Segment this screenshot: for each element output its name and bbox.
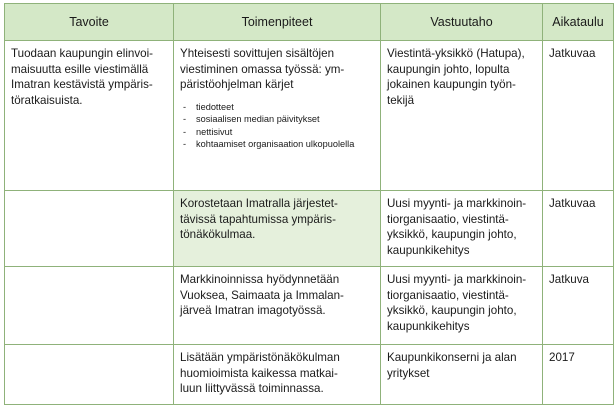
- cell-aikataulu: Jatkuva: [543, 267, 614, 345]
- list-item: - sosiaalisen median päivitykset: [180, 113, 374, 125]
- table-row: [5, 41, 614, 191]
- list-item: - tiedotteet: [180, 101, 374, 113]
- cell-vastuutaho: Uusi myynti- ja markkinoin- tiorganisaatio, viestintä- yksikkö, kaupungin johto, kaupunkikehitys: [381, 191, 543, 267]
- action-sublist: [180, 101, 374, 151]
- table-row: [5, 345, 614, 405]
- cell-aikataulu: Jatkuvaa: [543, 191, 614, 267]
- list-item: - nettisivut: [180, 126, 374, 138]
- cell-tavoite: Tuodaan kaupungin elinvoi- maisuutta esille viestimällä Imatran kestävistä ympäris- töratkaisuista.: [5, 41, 174, 191]
- cell-toimenpiteet: [174, 41, 381, 191]
- header-toimenpiteet: Toimenpiteet: [174, 4, 381, 41]
- list-item: - kohtaamiset organisaation ulkopuolella: [180, 138, 374, 150]
- header-tavoite: Tavoite: [5, 4, 174, 41]
- table-row: [5, 267, 614, 345]
- cell-toimenpiteet: Korostetaan Imatralla järjestet- tävissä tapahtumissa ympäris- tönäkökulmaa.: [174, 191, 381, 267]
- table-row: [5, 191, 614, 267]
- action-plan-table: [4, 3, 614, 405]
- header-aikataulu: Aikataulu: [543, 4, 614, 41]
- header-vastuutaho: Vastuutaho: [381, 4, 543, 41]
- cell-toimenpiteet: Markkinoinnissa hyödynnetään Vuoksea, Saimaata ja Immalan- järveä Imatran imagotyössä.: [174, 267, 381, 345]
- cell-vastuutaho: Viestintä-yksikkö (Hatupa), kaupungin johto, lopulta jokainen kaupungin työn- tekijä: [381, 41, 543, 191]
- cell-tavoite: [5, 267, 174, 345]
- header-row: [5, 4, 614, 41]
- cell-aikataulu: Jatkuvaa: [543, 41, 614, 191]
- cell-toimenpiteet: Lisätään ympäristönäkökulman huomioimista kaikessa matkai- luun liittyvässä toiminnassa.: [174, 345, 381, 405]
- cell-vastuutaho: Uusi myynti- ja markkinoin- tiorganisaatio, viestintä- yksikkö, kaupungin johto, kaupunkikehitys: [381, 267, 543, 345]
- cell-text: Yhteisesti sovittujen sisältöjen viestiminen omassa työssä: ym- päristöohjelman kärjet: [180, 47, 345, 92]
- cell-aikataulu: 2017: [543, 345, 614, 405]
- cell-vastuutaho: Kaupunkikonserni ja alan yritykset: [381, 345, 543, 405]
- cell-tavoite: [5, 345, 174, 405]
- cell-tavoite: [5, 191, 174, 267]
